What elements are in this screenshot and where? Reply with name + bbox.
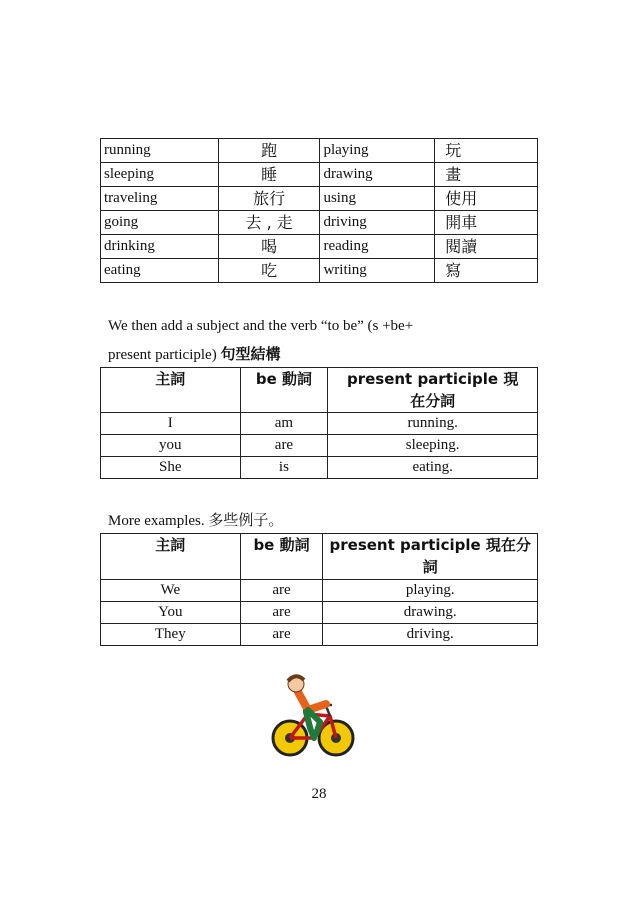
table-row [101,139,538,163]
chinese-cell: 寫 [435,259,538,283]
subject-header: 主詞 [101,534,241,580]
example-table-2 [100,533,538,646]
verb-cell: reading [320,235,435,259]
chinese-cell: 閱讀 [435,235,538,259]
verb-cell: playing [320,139,435,163]
subject-cell: you [101,435,241,457]
subject-cell: I [101,413,241,435]
be-verb-header: be 動詞 [240,368,328,413]
table-row [101,235,538,259]
cyclist-illustration [268,672,358,760]
be-verb-cell: are [240,580,323,602]
table-row [101,259,538,283]
intro-line-1: We then add a subject and the verb “to be” (s +be+ [108,318,414,334]
chinese-cell: 吃 [218,259,320,283]
intro-line-2-text: present participle) [108,347,217,363]
be-verb-cell: are [240,435,328,457]
subject-cell: She [101,457,241,479]
be-verb-cell: are [240,624,323,646]
table-header-row [101,368,538,413]
table-row [101,457,538,479]
chinese-cell: 喝 [218,235,320,259]
participle-header: present participle 現在分詞 [328,368,538,413]
subject-cell: You [101,602,241,624]
verb-cell: driving [320,211,435,235]
more-examples-line [108,508,283,533]
participle-cell: running. [328,413,538,435]
table-row [101,413,538,435]
intro-line-2 [108,342,280,367]
participle-header: present participle 現在分詞 [323,534,538,580]
participle-cell: playing. [323,580,538,602]
more-examples-chinese: 多些例子。 [208,511,284,529]
verb-cell: using [320,187,435,211]
verb-cell: running [101,139,219,163]
table-row [101,580,538,602]
chinese-cell: 畫 [435,163,538,187]
table-row [101,187,538,211]
rider-shirt [298,692,326,710]
subject-header: 主詞 [101,368,241,413]
verb-cell: sleeping [101,163,219,187]
be-verb-cell: is [240,457,328,479]
chinese-cell: 使用 [435,187,538,211]
subject-cell: We [101,580,241,602]
table-row [101,624,538,646]
chinese-cell: 去 , 走 [218,211,320,235]
verb-cell: writing [320,259,435,283]
chinese-cell: 開車 [435,211,538,235]
page-number: 28 [311,786,327,802]
verb-cell: drinking [101,235,219,259]
table-row [101,435,538,457]
participle-cell: eating. [328,457,538,479]
chinese-cell: 玩 [435,139,538,163]
be-verb-cell: are [240,602,323,624]
verb-cell: drawing [320,163,435,187]
subject-cell: They [101,624,241,646]
chinese-cell: 旅行 [218,187,320,211]
table-row [101,211,538,235]
participle-cell: drawing. [323,602,538,624]
chinese-cell: 跑 [218,139,320,163]
more-examples-text: More examples. [108,513,205,529]
verb-cell: traveling [101,187,219,211]
table-header-row [101,534,538,580]
vocabulary-table [100,138,538,283]
table-row [101,163,538,187]
intro-line-2-chinese: 句型結構 [220,345,281,363]
verb-cell: eating [101,259,219,283]
be-verb-cell: am [240,413,328,435]
table-row [101,602,538,624]
verb-cell: going [101,211,219,235]
vocabulary-table-body [101,139,538,283]
chinese-cell: 睡 [218,163,320,187]
example-table-1 [100,367,538,479]
be-verb-header: be 動詞 [240,534,323,580]
participle-cell: driving. [323,624,538,646]
participle-cell: sleeping. [328,435,538,457]
